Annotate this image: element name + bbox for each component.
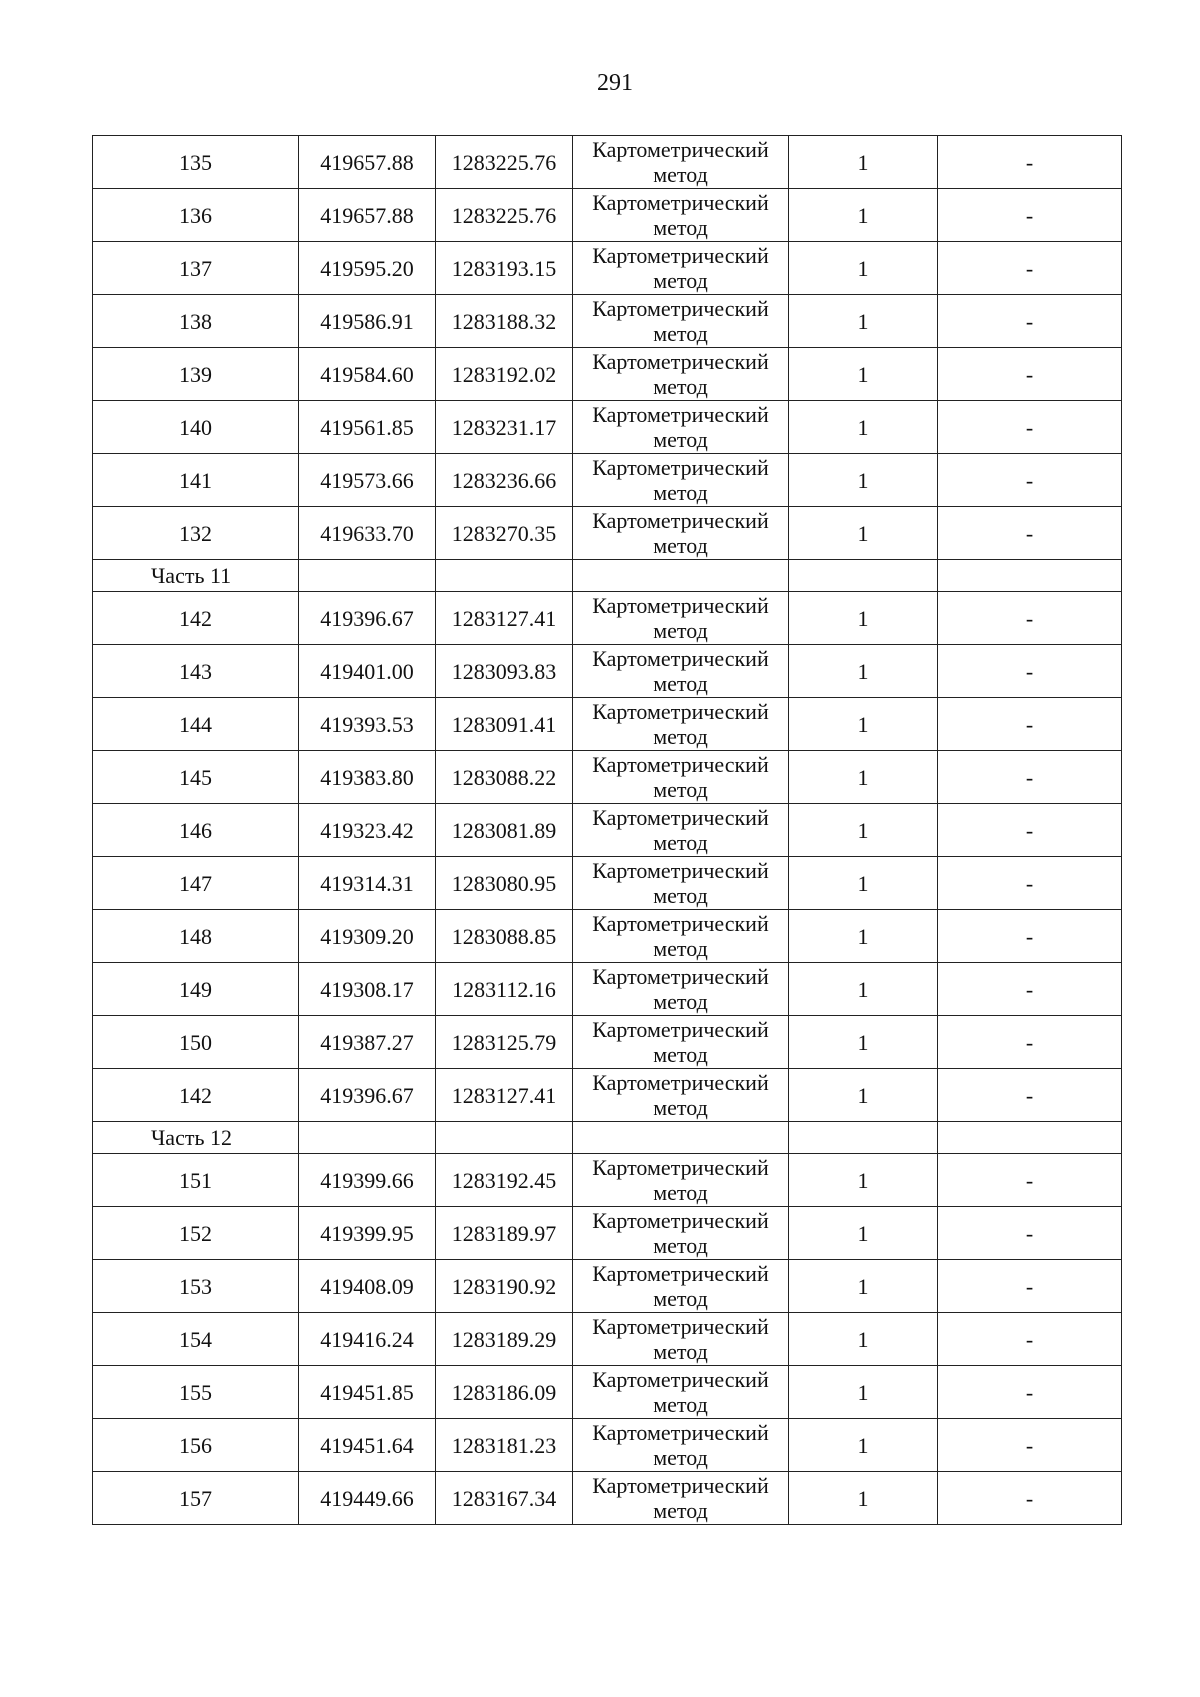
y-coordinate-cell: 1283188.32 — [436, 295, 573, 348]
x-coordinate-cell: 419396.67 — [299, 592, 436, 645]
note-cell: - — [938, 1207, 1122, 1260]
table-row — [93, 1419, 1122, 1472]
y-coordinate-cell: 1283270.35 — [436, 507, 573, 560]
table-row — [93, 1366, 1122, 1419]
method-line-2: метод — [653, 1095, 708, 1120]
table-row — [93, 1069, 1122, 1122]
point-number-cell: 136 — [93, 189, 299, 242]
coordinates-table-body — [93, 136, 1122, 1525]
empty-cell — [938, 1122, 1122, 1154]
method-cell — [573, 401, 789, 454]
x-coordinate-cell: 419399.66 — [299, 1154, 436, 1207]
x-coordinate-cell: 419657.88 — [299, 189, 436, 242]
y-coordinate-cell: 1283127.41 — [436, 1069, 573, 1122]
x-coordinate-cell: 419309.20 — [299, 910, 436, 963]
method-line-2: метод — [653, 671, 708, 696]
accuracy-cell: 1 — [789, 1260, 938, 1313]
table-row — [93, 1313, 1122, 1366]
accuracy-cell: 1 — [789, 804, 938, 857]
table-row — [93, 963, 1122, 1016]
method-line-2: метод — [653, 1042, 708, 1067]
accuracy-cell: 1 — [789, 910, 938, 963]
method-line-1: Картометрический — [592, 1261, 769, 1286]
table-row — [93, 1154, 1122, 1207]
table-row — [93, 189, 1122, 242]
y-coordinate-cell: 1283091.41 — [436, 698, 573, 751]
point-number-cell: 139 — [93, 348, 299, 401]
point-number-cell: 149 — [93, 963, 299, 1016]
empty-cell — [789, 560, 938, 592]
note-cell: - — [938, 136, 1122, 189]
method-cell — [573, 592, 789, 645]
accuracy-cell: 1 — [789, 136, 938, 189]
method-line-1: Картометрический — [592, 137, 769, 162]
method-line-1: Картометрический — [592, 699, 769, 724]
point-number-cell: 138 — [93, 295, 299, 348]
method-cell — [573, 910, 789, 963]
method-cell — [573, 242, 789, 295]
method-line-2: метод — [653, 215, 708, 240]
x-coordinate-cell: 419561.85 — [299, 401, 436, 454]
note-cell: - — [938, 910, 1122, 963]
note-cell: - — [938, 698, 1122, 751]
method-line-1: Картометрический — [592, 455, 769, 480]
method-line-1: Картометрический — [592, 1367, 769, 1392]
y-coordinate-cell: 1283189.97 — [436, 1207, 573, 1260]
method-cell — [573, 963, 789, 1016]
point-number-cell: 142 — [93, 592, 299, 645]
x-coordinate-cell: 419451.64 — [299, 1419, 436, 1472]
point-number-cell: 156 — [93, 1419, 299, 1472]
point-number-cell: 150 — [93, 1016, 299, 1069]
method-line-1: Картометрический — [592, 349, 769, 374]
method-line-1: Картометрический — [592, 1208, 769, 1233]
note-cell: - — [938, 751, 1122, 804]
method-cell — [573, 295, 789, 348]
accuracy-cell: 1 — [789, 1207, 938, 1260]
y-coordinate-cell: 1283192.02 — [436, 348, 573, 401]
accuracy-cell: 1 — [789, 592, 938, 645]
note-cell: - — [938, 1419, 1122, 1472]
table-row — [93, 804, 1122, 857]
x-coordinate-cell: 419383.80 — [299, 751, 436, 804]
method-line-2: метод — [653, 724, 708, 749]
accuracy-cell: 1 — [789, 295, 938, 348]
method-line-2: метод — [653, 1445, 708, 1470]
point-number-cell: 140 — [93, 401, 299, 454]
note-cell: - — [938, 1016, 1122, 1069]
x-coordinate-cell: 419396.67 — [299, 1069, 436, 1122]
x-coordinate-cell: 419584.60 — [299, 348, 436, 401]
empty-cell — [573, 560, 789, 592]
point-number-cell: 132 — [93, 507, 299, 560]
point-number-cell: 137 — [93, 242, 299, 295]
y-coordinate-cell: 1283236.66 — [436, 454, 573, 507]
method-line-1: Картометрический — [592, 964, 769, 989]
method-line-2: метод — [653, 777, 708, 802]
method-cell — [573, 698, 789, 751]
x-coordinate-cell: 419416.24 — [299, 1313, 436, 1366]
table-row — [93, 592, 1122, 645]
x-coordinate-cell: 419451.85 — [299, 1366, 436, 1419]
x-coordinate-cell: 419633.70 — [299, 507, 436, 560]
method-line-2: метод — [653, 618, 708, 643]
note-cell: - — [938, 1366, 1122, 1419]
empty-cell — [436, 1122, 573, 1154]
accuracy-cell: 1 — [789, 1419, 938, 1472]
table-row — [93, 751, 1122, 804]
method-line-1: Картометрический — [592, 911, 769, 936]
note-cell: - — [938, 189, 1122, 242]
note-cell: - — [938, 454, 1122, 507]
method-cell — [573, 804, 789, 857]
note-cell: - — [938, 242, 1122, 295]
accuracy-cell: 1 — [789, 857, 938, 910]
method-line-2: метод — [653, 936, 708, 961]
method-line-2: метод — [653, 830, 708, 855]
method-line-2: метод — [653, 1339, 708, 1364]
accuracy-cell: 1 — [789, 1016, 938, 1069]
table-row — [93, 1260, 1122, 1313]
table-row — [93, 454, 1122, 507]
point-number-cell: 146 — [93, 804, 299, 857]
table-row — [93, 242, 1122, 295]
y-coordinate-cell: 1283192.45 — [436, 1154, 573, 1207]
method-line-2: метод — [653, 374, 708, 399]
method-cell — [573, 348, 789, 401]
point-number-cell: 143 — [93, 645, 299, 698]
section-label: Часть 11 — [93, 560, 299, 592]
note-cell: - — [938, 804, 1122, 857]
method-line-1: Картометрический — [592, 296, 769, 321]
x-coordinate-cell: 419595.20 — [299, 242, 436, 295]
point-number-cell: 145 — [93, 751, 299, 804]
method-line-2: метод — [653, 1286, 708, 1311]
x-coordinate-cell: 419586.91 — [299, 295, 436, 348]
method-line-2: метод — [653, 1498, 708, 1523]
x-coordinate-cell: 419323.42 — [299, 804, 436, 857]
method-line-2: метод — [653, 321, 708, 346]
note-cell: - — [938, 1472, 1122, 1525]
point-number-cell: 142 — [93, 1069, 299, 1122]
method-cell — [573, 751, 789, 804]
method-line-1: Картометрический — [592, 1155, 769, 1180]
x-coordinate-cell: 419314.31 — [299, 857, 436, 910]
empty-cell — [938, 560, 1122, 592]
method-line-1: Картометрический — [592, 858, 769, 883]
method-line-2: метод — [653, 162, 708, 187]
accuracy-cell: 1 — [789, 1472, 938, 1525]
method-line-2: метод — [653, 1392, 708, 1417]
x-coordinate-cell: 419573.66 — [299, 454, 436, 507]
method-cell — [573, 1207, 789, 1260]
table-row — [93, 857, 1122, 910]
method-cell — [573, 1260, 789, 1313]
note-cell: - — [938, 857, 1122, 910]
y-coordinate-cell: 1283080.95 — [436, 857, 573, 910]
table-row — [93, 698, 1122, 751]
method-cell — [573, 136, 789, 189]
method-line-1: Картометрический — [592, 1420, 769, 1445]
method-line-2: метод — [653, 427, 708, 452]
method-line-2: метод — [653, 268, 708, 293]
x-coordinate-cell: 419408.09 — [299, 1260, 436, 1313]
point-number-cell: 152 — [93, 1207, 299, 1260]
y-coordinate-cell: 1283127.41 — [436, 592, 573, 645]
accuracy-cell: 1 — [789, 1069, 938, 1122]
x-coordinate-cell: 419393.53 — [299, 698, 436, 751]
note-cell: - — [938, 295, 1122, 348]
section-header-row — [93, 1122, 1122, 1154]
note-cell: - — [938, 1069, 1122, 1122]
method-cell — [573, 189, 789, 242]
table-row — [93, 1016, 1122, 1069]
method-line-2: метод — [653, 883, 708, 908]
accuracy-cell: 1 — [789, 454, 938, 507]
method-line-2: метод — [653, 1233, 708, 1258]
table-row — [93, 1472, 1122, 1525]
table-row — [93, 910, 1122, 963]
y-coordinate-cell: 1283225.76 — [436, 189, 573, 242]
accuracy-cell: 1 — [789, 242, 938, 295]
method-cell — [573, 1069, 789, 1122]
method-line-1: Картометрический — [592, 593, 769, 618]
method-cell — [573, 1154, 789, 1207]
x-coordinate-cell: 419399.95 — [299, 1207, 436, 1260]
table-row — [93, 507, 1122, 560]
accuracy-cell: 1 — [789, 507, 938, 560]
table-row — [93, 645, 1122, 698]
empty-cell — [299, 1122, 436, 1154]
y-coordinate-cell: 1283193.15 — [436, 242, 573, 295]
x-coordinate-cell: 419401.00 — [299, 645, 436, 698]
accuracy-cell: 1 — [789, 401, 938, 454]
method-line-1: Картометрический — [592, 805, 769, 830]
method-line-2: метод — [653, 533, 708, 558]
accuracy-cell: 1 — [789, 645, 938, 698]
accuracy-cell: 1 — [789, 751, 938, 804]
y-coordinate-cell: 1283225.76 — [436, 136, 573, 189]
note-cell: - — [938, 401, 1122, 454]
method-cell — [573, 1366, 789, 1419]
method-line-2: метод — [653, 989, 708, 1014]
accuracy-cell: 1 — [789, 1366, 938, 1419]
x-coordinate-cell: 419308.17 — [299, 963, 436, 1016]
x-coordinate-cell: 419387.27 — [299, 1016, 436, 1069]
note-cell: - — [938, 963, 1122, 1016]
table-row — [93, 295, 1122, 348]
y-coordinate-cell: 1283231.17 — [436, 401, 573, 454]
y-coordinate-cell: 1283093.83 — [436, 645, 573, 698]
accuracy-cell: 1 — [789, 698, 938, 751]
method-cell — [573, 1016, 789, 1069]
method-cell — [573, 1472, 789, 1525]
y-coordinate-cell: 1283112.16 — [436, 963, 573, 1016]
y-coordinate-cell: 1283125.79 — [436, 1016, 573, 1069]
empty-cell — [789, 1122, 938, 1154]
point-number-cell: 153 — [93, 1260, 299, 1313]
section-header-row — [93, 560, 1122, 592]
point-number-cell: 151 — [93, 1154, 299, 1207]
y-coordinate-cell: 1283190.92 — [436, 1260, 573, 1313]
method-line-1: Картометрический — [592, 508, 769, 533]
empty-cell — [573, 1122, 789, 1154]
method-line-1: Картометрический — [592, 1314, 769, 1339]
point-number-cell: 135 — [93, 136, 299, 189]
method-line-1: Картометрический — [592, 1017, 769, 1042]
method-cell — [573, 507, 789, 560]
point-number-cell: 144 — [93, 698, 299, 751]
point-number-cell: 157 — [93, 1472, 299, 1525]
point-number-cell: 154 — [93, 1313, 299, 1366]
note-cell: - — [938, 1154, 1122, 1207]
method-cell — [573, 1419, 789, 1472]
method-line-1: Картометрический — [592, 243, 769, 268]
method-line-1: Картометрический — [592, 402, 769, 427]
coordinates-table — [92, 135, 1122, 1525]
y-coordinate-cell: 1283186.09 — [436, 1366, 573, 1419]
method-cell — [573, 645, 789, 698]
method-line-2: метод — [653, 1180, 708, 1205]
method-cell — [573, 1313, 789, 1366]
note-cell: - — [938, 645, 1122, 698]
method-cell — [573, 454, 789, 507]
y-coordinate-cell: 1283189.29 — [436, 1313, 573, 1366]
note-cell: - — [938, 507, 1122, 560]
note-cell: - — [938, 592, 1122, 645]
note-cell: - — [938, 1260, 1122, 1313]
point-number-cell: 148 — [93, 910, 299, 963]
x-coordinate-cell: 419657.88 — [299, 136, 436, 189]
method-line-1: Картометрический — [592, 1473, 769, 1498]
table-row — [93, 136, 1122, 189]
y-coordinate-cell: 1283181.23 — [436, 1419, 573, 1472]
method-line-1: Картометрический — [592, 646, 769, 671]
table-row — [93, 401, 1122, 454]
method-cell — [573, 857, 789, 910]
empty-cell — [436, 560, 573, 592]
method-line-1: Картометрический — [592, 752, 769, 777]
point-number-cell: 147 — [93, 857, 299, 910]
y-coordinate-cell: 1283088.22 — [436, 751, 573, 804]
table-row — [93, 1207, 1122, 1260]
y-coordinate-cell: 1283081.89 — [436, 804, 573, 857]
point-number-cell: 141 — [93, 454, 299, 507]
accuracy-cell: 1 — [789, 348, 938, 401]
method-line-2: метод — [653, 480, 708, 505]
y-coordinate-cell: 1283088.85 — [436, 910, 573, 963]
accuracy-cell: 1 — [789, 963, 938, 1016]
note-cell: - — [938, 348, 1122, 401]
page-number: 291 — [597, 70, 633, 96]
accuracy-cell: 1 — [789, 1313, 938, 1366]
point-number-cell: 155 — [93, 1366, 299, 1419]
method-line-1: Картометрический — [592, 1070, 769, 1095]
accuracy-cell: 1 — [789, 189, 938, 242]
note-cell: - — [938, 1313, 1122, 1366]
x-coordinate-cell: 419449.66 — [299, 1472, 436, 1525]
method-line-1: Картометрический — [592, 190, 769, 215]
table-row — [93, 348, 1122, 401]
empty-cell — [299, 560, 436, 592]
y-coordinate-cell: 1283167.34 — [436, 1472, 573, 1525]
section-label: Часть 12 — [93, 1122, 299, 1154]
accuracy-cell: 1 — [789, 1154, 938, 1207]
